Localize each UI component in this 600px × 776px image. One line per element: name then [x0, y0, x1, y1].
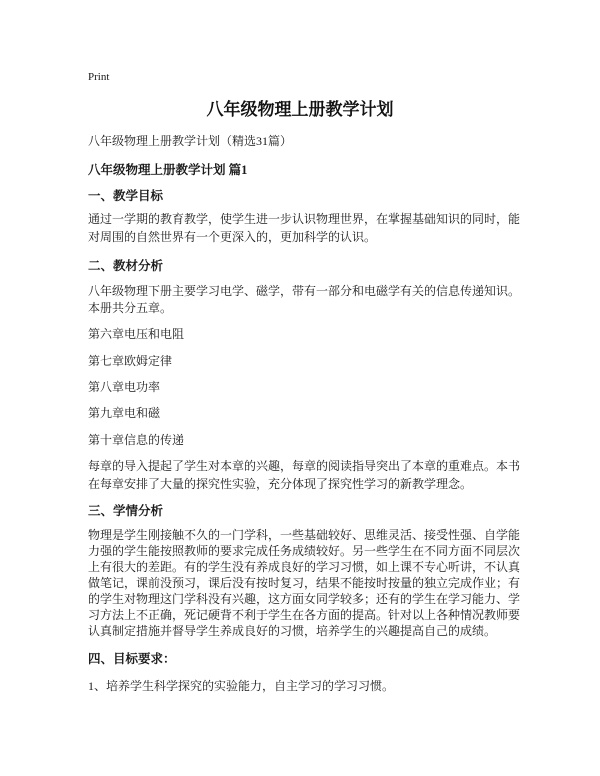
paragraph-line: 认真制定措施并督导学生养成良好的习惯，培养学生的兴趣提高自己的成绩。	[88, 624, 497, 638]
section-heading-goal-requirements: 四、目标要求：	[88, 652, 176, 666]
chapter-item: 第十章信息的传递	[88, 433, 185, 447]
paragraph-line: 本册共分五章。	[88, 301, 173, 315]
paragraph-line: 通过一学期的教育教学，使学生进一步认识物理世界，在掌握基础知识的同时，能	[88, 212, 521, 226]
section-heading-student-analysis: 三、学情分析	[88, 504, 164, 518]
chapter-item: 第七章欧姆定律	[88, 354, 173, 368]
article-heading: 八年级物理上册教学计划 篇1	[88, 163, 248, 177]
paragraph-line: 做笔记，课前没预习，课后没有按时复习，结果不能按时按量的独立完成作业；有	[88, 576, 521, 590]
paragraph-line: 物理是学生刚接触不久的一门学科，一些基础较好、思维灵活、接受性强、自学能	[88, 528, 521, 542]
paragraph-line: 对周围的自然世界有一个更深入的，更加科学的认识。	[88, 230, 377, 244]
paragraph-line: 力强的学生能按照教师的要求完成任务成绩较好。另一些学生在不同方面不同层次	[88, 544, 521, 558]
document-subtitle: 八年级物理上册教学计划（精选31篇）	[88, 134, 293, 148]
section-heading-textbook-analysis: 二、教材分析	[88, 259, 164, 273]
paragraph-line: 在每章安排了大量的探究性实验，充分体现了探究性学习的新教学理念。	[88, 477, 473, 491]
chapter-item: 第六章电压和电阻	[88, 327, 185, 341]
section-heading-teaching-goals: 一、教学目标	[88, 189, 164, 203]
section-paragraph	[88, 527, 521, 639]
print-link[interactable]: Print	[88, 71, 110, 83]
section-paragraph	[88, 210, 521, 246]
goal-list-item: 1、培养学生科学探究的实验能力，自主学习的学习习惯。	[88, 679, 395, 693]
page-title: 八年级物理上册教学计划	[206, 100, 394, 119]
paragraph-line: 上有很大的差距。有的学生没有养成良好的学习习惯，如上课不专心听讲，不认真	[88, 560, 521, 574]
section-paragraph	[88, 283, 521, 317]
section-paragraph	[88, 457, 521, 493]
chapter-item: 第八章电功率	[88, 380, 161, 394]
paragraph-line: 的学生对物理这门学科没有兴趣，这方面女同学较多；还有的学生在学习能力、学	[88, 592, 521, 606]
paragraph-line: 八年级物理下册主要学习电学、磁学，带有一部分和电磁学有关的信息传递知识。	[88, 284, 521, 298]
chapter-item: 第九章电和磁	[88, 406, 161, 420]
paragraph-line: 习方法上不正确，死记硬背不利于学生在各方面的提高。针对以上各种情况教师要	[88, 608, 521, 622]
paragraph-line: 每章的导入提起了学生对本章的兴趣，每章的阅读指导突出了本章的重难点。本书	[88, 459, 521, 473]
